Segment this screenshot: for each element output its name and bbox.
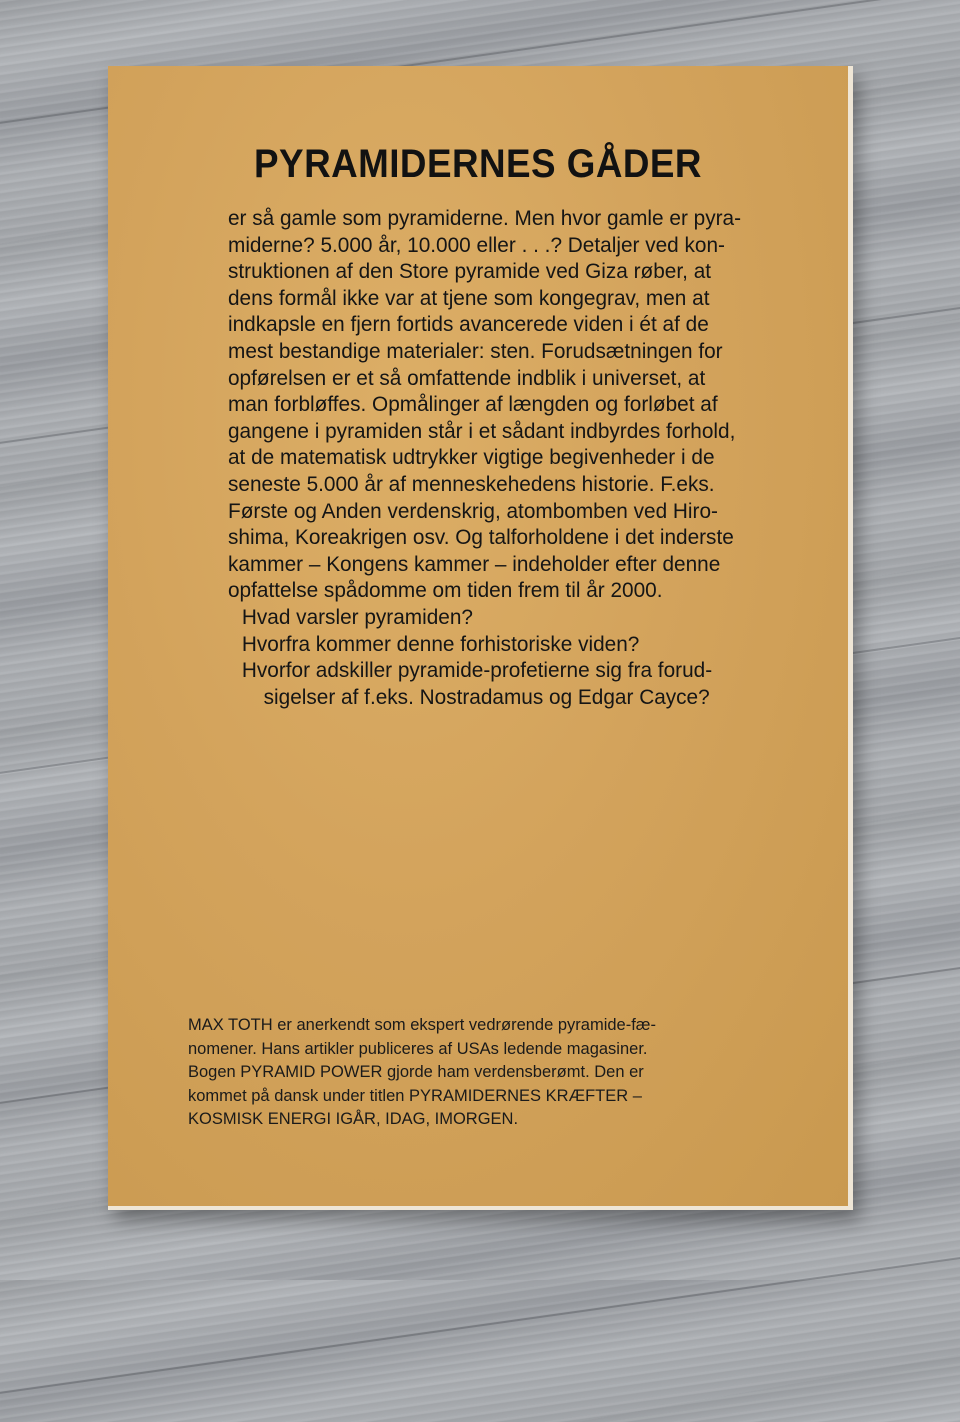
author-bio-line: KOSMISK ENERGI IGÅR, IDAG, IMORGEN. [188,1110,519,1128]
blurb-line: gangene i pyramiden står i et sådant indbyrdes forhold, [228,419,736,443]
blurb-line: seneste 5.000 år af menneskehedens historie. F.eks. [228,472,715,496]
blurb-line: er så gamle som pyramiderne. Men hvor gamle er pyra- [228,207,742,230]
question-line: Hvorfra kommer denne forhistoriske viden? [241,632,640,656]
blurb-line: at de matematisk udtrykker vigtige begivenheder i de [228,446,715,470]
blurb-line: shima, Koreakrigen osv. Og talforholdene i det inderste [228,526,734,550]
blurb-line: indkapsle en fjern fortids avancerede viden i ét af de [228,313,709,337]
blurb-line: struktionen af den Store pyramide ved Giza røber, at [228,260,712,284]
author-bio-line: Bogen PYRAMID POWER gjorde ham verdensberømt. Den er [188,1063,644,1081]
blurb-line: kammer – Kongens kammer – indeholder efter denne [228,552,721,576]
blurb-line: miderne? 5.000 år, 10.000 eller . . .? Detaljer ved kon- [228,233,725,257]
book-title: PYRAMIDERNES GÅDER [254,142,702,186]
blurb-text [228,206,743,711]
author-bio-line: kommet på dansk under titlen PYRAMIDERNES KRÆFTER – [188,1086,642,1105]
author-bio [188,1014,788,1132]
author-bio-line: MAX TOTH er anerkendt som ekspert vedrørende pyramide-fæ- [188,1016,656,1034]
book-back-cover [108,66,853,1210]
blurb-line: dens formål ikke var at tjene som kongegrav, men at [228,286,710,310]
blurb-line: mest bestandige materialer: sten. Forudsætningen for [228,339,723,363]
blurb-line: man forbløffes. Opmålinger af længden og forløbet af [228,393,718,417]
floor-plank-seam [0,1225,960,1422]
question-line: sigelser af f.eks. Nostradamus og Edgar Cayce? [263,685,710,709]
question-line: Hvorfor adskiller pyramide-profetierne sig fra forud- [241,659,713,683]
blurb-line: Første og Anden verdenskrig, atombomben ved Hiro- [228,499,718,523]
question-line: Hvad varsler pyramiden? [241,605,473,629]
blurb-line: opfattelse spådomme om tiden frem til år 2000. [228,579,663,603]
author-bio-line: nomener. Hans artikler publiceres af USAs ledende magasiner. [188,1039,648,1058]
blurb-line: opførelsen er et så omfattende indblik i universet, at [228,366,706,390]
